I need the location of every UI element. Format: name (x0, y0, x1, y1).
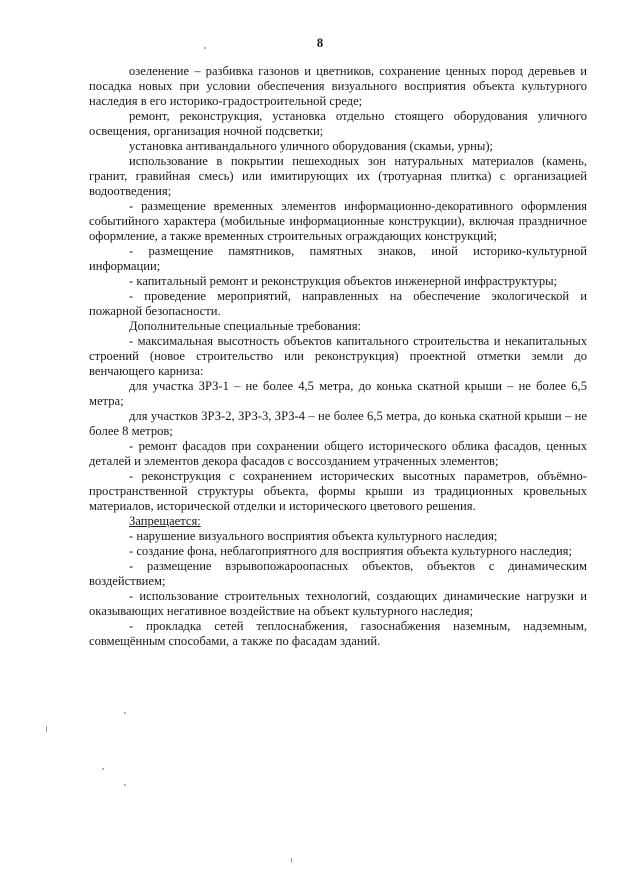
prohibited-heading: Запрещается: (129, 514, 201, 528)
paragraph-safety: - проведение мероприятий, направленных на обеспечение экологической и пожарной безопасности. (89, 289, 587, 318)
scan-speck (204, 47, 206, 49)
scan-speck (291, 858, 292, 863)
paragraph-visual-perception: - нарушение визуального восприятия объекта культурного наследия; (129, 529, 498, 543)
scan-speck (102, 768, 104, 770)
paragraph-max-height: - максимальная высотность объектов капитального строительства и некапитальных строений (новое строительство или реконструкция) проектной отметки земли до венчающего карниза: (89, 334, 587, 378)
paragraph-lighting: ремонт, реконструкция, установка отдельно стоящего оборудования уличного освещения, организация ночной подсветки; (89, 109, 587, 138)
paragraph-utility-networks: - прокладка сетей теплоснабжения, газоснабжения наземным, надземным, совмещённым способами, а также по фасадам зданий. (89, 619, 587, 648)
paragraph-zrz1-height: для участка ЗРЗ-1 – не более 4,5 метра, до конька скатной крыши – не более 6,5 метра; (89, 379, 587, 408)
page-number: 8 (316, 36, 324, 50)
scan-speck (124, 712, 126, 714)
paragraph-prohibited-heading (89, 514, 587, 529)
scan-speck (46, 726, 47, 732)
paragraph-unfavorable-background: - создание фона, неблагоприятного для восприятия объекта культурного наследия; (129, 544, 572, 558)
paragraph-additional-requirements-heading: Дополнительные специальные требования: (129, 319, 362, 333)
paragraph-reconstruction: - реконструкция с сохранением исторических высотных параметров, объёмно-пространственной структуры объекта, формы крыши из традиционных кровельных материалов, исторической отделки и исторического цветового решения. (89, 469, 587, 513)
paragraph-pavement: использование в покрытии пешеходных зон натуральных материалов (камень, гранит, гравийная смесь) или имитирующих их (тротуарная плитка) с организацией водоотведения; (89, 154, 587, 198)
paragraph-temporary-elements: - размещение временных элементов информационно-декоративного оформления событийного характера (мобильные информационные конструкции), включая праздничное оформление, а также временных строительных ограждающих конструкций; (89, 199, 587, 243)
paragraph-zrz234-height: для участков ЗРЗ-2, ЗРЗ-3, ЗРЗ-4 – не более 6,5 метра, до конька скатной крыши – не более 8 метров; (89, 409, 587, 438)
scan-speck (124, 784, 126, 786)
document-body (89, 64, 587, 649)
paragraph-monuments: - размещение памятников, памятных знаков, иной историко-культурной информации; (89, 244, 587, 273)
paragraph-facade-repair: - ремонт фасадов при сохранении общего исторического облика фасадов, ценных деталей и элементов декора фасадов с воссозданием утраченных элементов; (89, 439, 587, 468)
paragraph-landscaping: озеленение – разбивка газонов и цветников, сохранение ценных пород деревьев и посадка новых при условии обеспечения визуального восприятия объекта культурного наследия в его историко-градостроительной среде; (89, 64, 587, 108)
paragraph-construction-technologies: - использование строительных технологий, создающих динамические нагрузки и оказывающих негативное воздействие на объект культурного наследия; (89, 589, 587, 618)
paragraph-street-equipment: установка антивандального уличного оборудования (скамьи, урны); (129, 139, 494, 153)
paragraph-infrastructure: - капитальный ремонт и реконструкция объектов инженерной инфраструктуры; (129, 274, 558, 288)
paragraph-hazardous-objects: - размещение взрывопожароопасных объектов, объектов с динамическим воздействием; (89, 559, 587, 588)
